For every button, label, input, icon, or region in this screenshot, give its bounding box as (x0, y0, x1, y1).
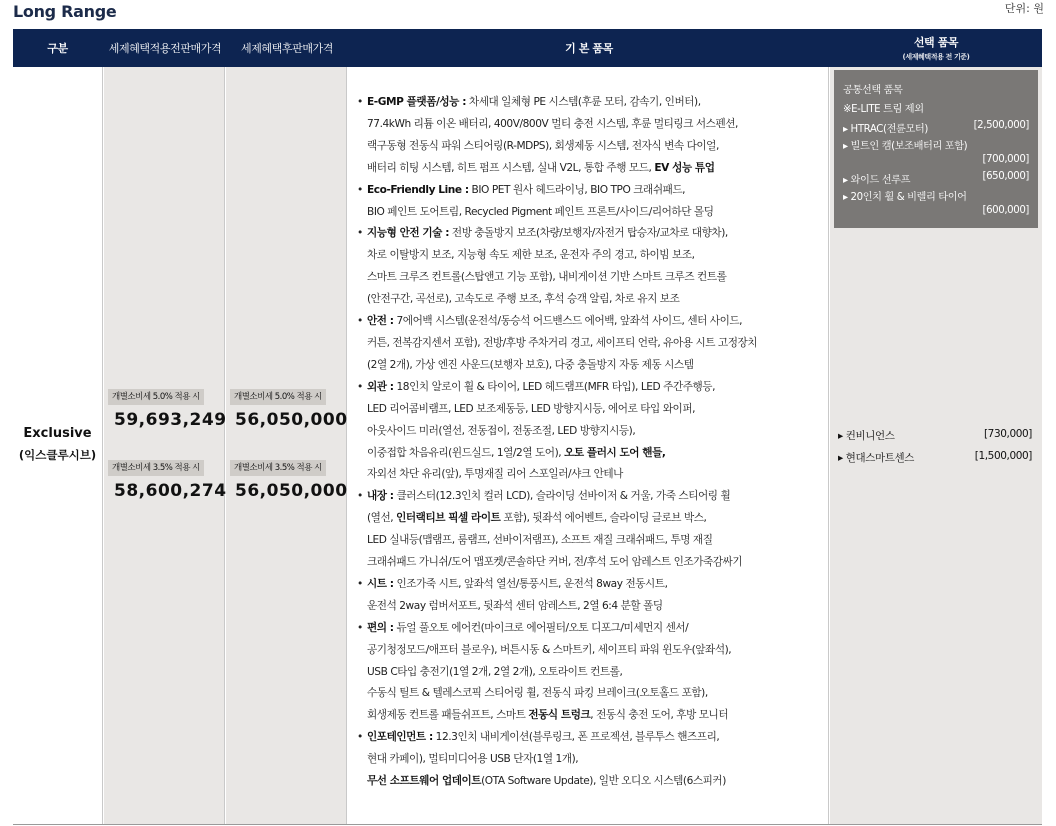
feature-text: 배터리 히팅 시스템, 히트 펌프 시스템, 실내 V2L, 통합 주행 모드, (367, 161, 655, 174)
feature-text: 7에어백 시스템(운전석/동승석 어드밴스드 에어백, 앞좌석 사이드, 센터 사이드, (393, 315, 743, 328)
feature-text: 77.4kWh 리튬 이온 배터리, 400V/800V 멀티 충전 시스템, 후륜 멀티링크 서스펜션, (367, 117, 738, 130)
feature-text: 스마트 크루즈 컨트롤(스탑앤고 기능 포함), 내비게이션 기반 스마트 크루즈 컨트롤 (367, 271, 727, 284)
common-options-note: ※E-LITE 트림 제외 (843, 104, 924, 115)
feature-heading: 내장 : (367, 490, 394, 503)
feature-heading: 안전 : (367, 315, 394, 328)
feature-line (367, 771, 825, 793)
feature-text: 커튼, 전복감지센서 포함), 전방/후방 주차거리 경고, 세이프티 언락, 유아용 시트 고정장치 (367, 336, 758, 349)
feature-line (367, 92, 825, 114)
header-division: 구분 (47, 42, 68, 55)
price-before-tax: 58,600,274 (114, 481, 227, 501)
feature-text: 자외선 차단 유리(앞), 투명재질 리어 스포일러/샤크 안테나 (367, 468, 623, 481)
common-options-box: 공통선택 품목 ※E-LITE 트림 제외 ▸ HTRAC(전륜모터) [2,500,000] ▸ 빌트인 캠(보조배터리 포함) [700,000] ▸ 와이드 선루프 [650,000] ▸ 20인치 휠 & 비렐리 타이어 [600,000] (834, 70, 1038, 228)
feature-text: (열선, (367, 512, 397, 525)
feature-heading: 전동식 트렁크 (528, 709, 591, 722)
feature-line (367, 705, 825, 727)
feature-heading: 인터랙티브 픽셀 라이트 (396, 512, 501, 525)
price-after-column (226, 67, 346, 824)
feature-text: 아웃사이드 미러(열선, 전동접이, 전동조절, LED 방향지시등), (367, 424, 636, 437)
header-basic-items: 기 본 품목 (565, 42, 613, 55)
option-item: ▸ 20인치 휠 & 비렐리 타이어 (843, 192, 967, 203)
feature-text: 공기청정모드/애프터 블로우), 버튼시동 & 스마트키, 세이프티 파워 윈도우(앞좌석), (367, 643, 732, 656)
feature-heading: 시트 : (367, 577, 394, 590)
trim-name: Exclusive (23, 426, 92, 441)
tax-tag: 개별소비세 5.0% 적용 시 (108, 389, 204, 405)
feature-text: (2열 2개), 가상 엔진 사운드(보행자 보호), 다중 충돌방지 자동 제동 시스템 (367, 358, 694, 371)
feature-item (355, 311, 825, 377)
feature-heading: 지능형 안전 기술 : (367, 227, 449, 240)
tax-tag: 개별소비세 3.5% 적용 시 (108, 460, 204, 476)
feature-line (367, 114, 825, 136)
feature-heading: E-GMP 플랫폼/성능 : (367, 96, 466, 108)
column-divider (102, 67, 103, 824)
feature-line (367, 662, 825, 684)
common-options-title: 공통선택 품목 (843, 85, 903, 96)
feature-text: (OTA Software Update), 일반 오디오 시스템(6스피커) (481, 775, 726, 788)
tax-tag: 개별소비세 5.0% 적용 시 (230, 389, 326, 405)
page-title: Long Range (13, 2, 117, 21)
price-before-column (104, 67, 224, 824)
feature-text: BIO 페인트 도어트림, Recycled Pigment 페인트 프론트/사이드/리어하단 몰딩 (367, 205, 714, 218)
feature-line (367, 399, 825, 421)
division-column (13, 67, 102, 824)
feature-item (355, 727, 825, 793)
feature-line (367, 421, 825, 443)
header-option-items: 선택 품목 (세제혜택적용 전 기준) (902, 36, 970, 61)
feature-heading: Eco-Friendly Line : (367, 183, 469, 196)
feature-line (367, 136, 825, 158)
feature-text: 전방 충돌방지 보조(차량/보행자/자전거 탑승자/교차로 대향차), (449, 227, 728, 240)
feature-line (367, 245, 825, 267)
feature-line (367, 289, 825, 311)
feature-text: 수동식 틸트 & 텔레스코픽 스티어링 휠, 전동식 파킹 브레이크(오토홀드 포함), (367, 687, 708, 700)
unit-label: 단위: 원 (1004, 2, 1044, 15)
feature-text: USB C타입 충전기(1열 2개, 2열 2개), 오토라이트 컨트롤, (367, 665, 623, 678)
feature-text: 운전석 2way 럼버서포트, 뒷좌석 센터 암레스트, 2열 6:4 분할 폴딩 (367, 599, 663, 612)
feature-text: 크래쉬패드 가니쉬/도어 맵포켓/콘솔하단 커버, 전/후석 도어 암레스트 인조가죽감싸기 (367, 556, 743, 569)
feature-text: 현대 카페이), 멀티미디어용 USB 단자(1열 1개), (367, 753, 579, 766)
option-item: ▸ HTRAC(전륜모터) [2,500,000] (843, 120, 1029, 135)
column-divider (828, 67, 829, 824)
trim-option-convenience: ▸ 컨비니언스 [730,000] (838, 428, 1032, 442)
header-price-before: 세제혜택적용전판매가격 (108, 42, 222, 55)
feature-line (367, 727, 825, 749)
feature-line (367, 355, 825, 377)
feature-text: 포함), 뒷좌석 에어벤트, 슬라이딩 글로브 박스, (500, 512, 707, 525)
price-after-tax: 56,050,000 (235, 410, 348, 430)
feature-text: LED 실내등(맵램프, 룸램프, 선바이저램프), 소프트 재질 크래쉬패드, 투명 재질 (367, 534, 713, 547)
feature-line (367, 180, 825, 202)
feature-item (355, 180, 825, 224)
table-bottom-border (13, 824, 1042, 825)
feature-text: (안전구간, 곡선로), 고속도로 주행 보조, 후석 승객 알림, 차로 유지 보조 (367, 293, 680, 306)
feature-line (367, 443, 825, 465)
feature-heading: 인포테인먼트 : (367, 731, 433, 744)
tax-tag: 개별소비세 3.5% 적용 시 (230, 460, 326, 476)
feature-heading: 편의 : (367, 621, 394, 634)
price-before-tax: 59,693,249 (114, 410, 227, 430)
feature-text: 듀얼 풀오토 에어컨(마이크로 에어필터/오토 디포그/미세먼지 센서/ (393, 621, 689, 634)
feature-text: 랙구동형 전동식 파워 스티어링(R-MDPS), 회생제동 시스템, 전자식 변속 다이얼, (367, 139, 719, 152)
feature-text: 회생제동 컨트롤 패들쉬프트, 스마트 (367, 709, 529, 722)
option-item: ▸ 와이드 선루프 [650,000] (843, 171, 1029, 186)
feature-text: 12.3인치 내비게이션(블루링크, 폰 프로젝션, 블루투스 핸즈프리, (432, 731, 720, 744)
header-price-after: 세제혜택후판매가격 (240, 42, 334, 55)
feature-line (367, 683, 825, 705)
feature-text: 인조가죽 시트, 앞좌석 열선/통풍시트, 운전석 8way 전동시트, (393, 577, 668, 590)
feature-item (355, 574, 825, 618)
basic-items-list (355, 92, 825, 793)
feature-line (367, 311, 825, 333)
feature-text: LED 리어콤비램프, LED 보조제동등, LED 방향지시등, 에어로 타입 와이퍼, (367, 402, 696, 415)
feature-text: 차세대 일체형 PE 시스템(후륜 모터, 감속기, 인버터), (466, 96, 701, 108)
feature-line (367, 267, 825, 289)
feature-line (367, 508, 825, 530)
feature-line (367, 552, 825, 574)
header-option-sub: (세제혜택적용 전 기준) (902, 53, 970, 61)
feature-heading: 무선 소프트웨어 업데이트 (367, 775, 482, 788)
feature-line (367, 530, 825, 552)
feature-text: BIO PET 원사 헤드라이닝, BIO TPO 크래쉬패드, (468, 183, 686, 196)
feature-line (367, 464, 825, 486)
feature-line (367, 202, 825, 224)
feature-text: 차로 이탈방지 보조, 지능형 속도 제한 보조, 운전자 주의 경고, 하이빔 보조, (367, 249, 695, 262)
feature-item (355, 223, 825, 311)
feature-line (367, 640, 825, 662)
price-after-tax: 56,050,000 (235, 481, 348, 501)
trim-option-smartsense: ▸ 현대스마트센스 [1,500,000] (838, 450, 1032, 464)
feature-item (355, 92, 825, 180)
feature-text: 이중접합 차음유리(윈드실드, 1열/2열 도어), (367, 446, 565, 459)
feature-line (367, 333, 825, 355)
feature-heading: 외관 : (367, 380, 394, 393)
option-item: ▸ 빌트인 캠(보조배터리 포함) (843, 141, 968, 152)
feature-item (355, 618, 825, 728)
feature-item (355, 377, 825, 487)
feature-line (367, 749, 825, 771)
feature-text: , 전동식 충전 도어, 후방 모니터 (590, 709, 729, 722)
column-divider (346, 67, 347, 824)
column-divider (224, 67, 225, 824)
feature-text: 18인치 알로이 휠 & 타이어, LED 헤드램프(MFR 타입), LED 주간주행등, (393, 380, 715, 393)
feature-line (367, 223, 825, 245)
feature-line (367, 596, 825, 618)
feature-line (367, 158, 825, 180)
feature-item (355, 486, 825, 574)
feature-line (367, 574, 825, 596)
feature-line (367, 486, 825, 508)
trim-name-korean: (익스클루시브) (18, 448, 97, 462)
table-header (13, 29, 1042, 67)
feature-text: 클러스터(12.3인치 컬러 LCD), 슬라이딩 선바이저 & 거울, 가죽 스티어링 휠 (393, 490, 731, 503)
feature-heading: EV 성능 튜업 (654, 161, 715, 174)
feature-heading: 오토 플러시 도어 핸들, (564, 446, 666, 459)
feature-line (367, 377, 825, 399)
feature-line (367, 618, 825, 640)
